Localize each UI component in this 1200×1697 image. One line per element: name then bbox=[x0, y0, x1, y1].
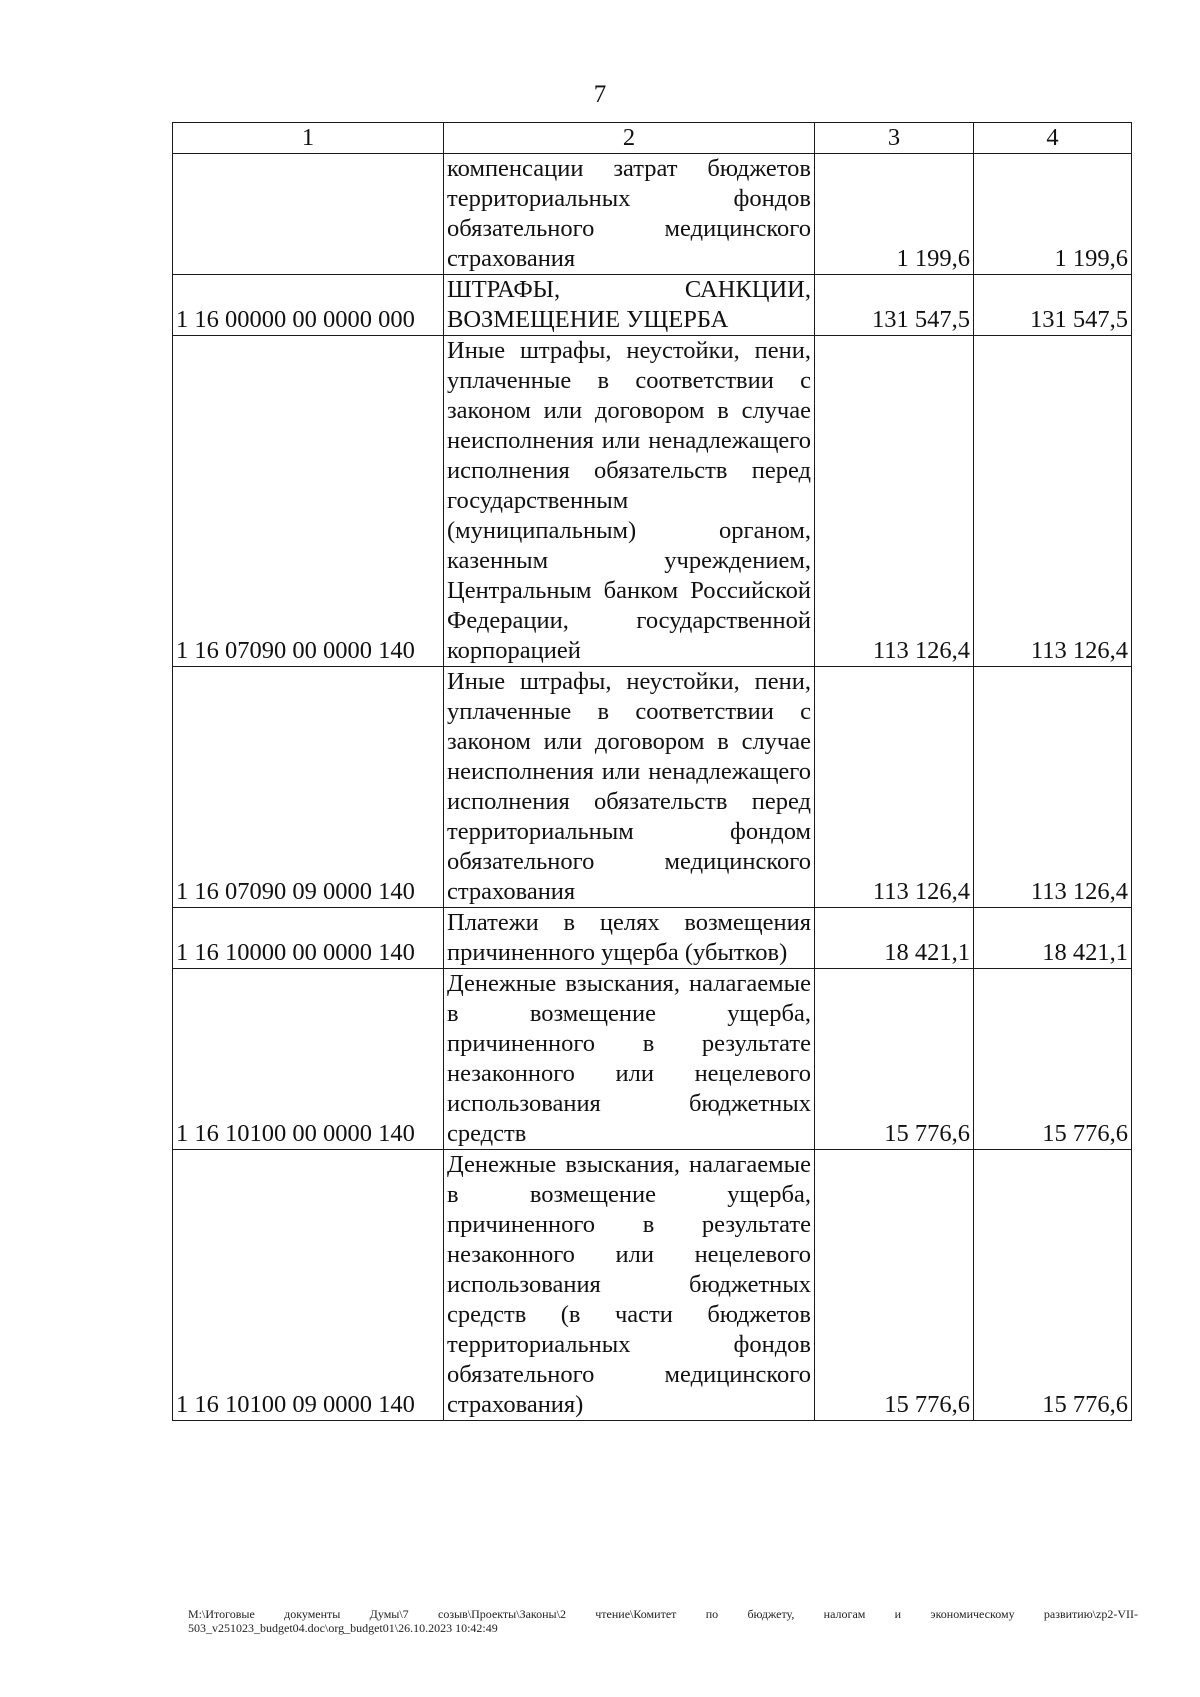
table-row bbox=[173, 275, 1132, 336]
budget-code-cell: 1 16 10100 09 0000 140 bbox=[173, 1150, 444, 1421]
document-path-footer: M:\Итоговые документы Думы\7 созыв\Проекты\Законы\2 чтение\Комитет по бюджету, налогам и экономическому развитию\zp2-VII-503_v251023_budget04.doc\org_budget01\26.10.2023 10:42:49 bbox=[188, 1607, 1138, 1635]
budget-code-cell: 1 16 10000 00 0000 140 bbox=[173, 908, 444, 969]
description-cell: Денежные взыскания, налагаемые в возмещение ущерба, причиненного в результате незаконного или нецелевого использования бюджетных средств (в части бюджетов территориальных фондов обязательного медицинского страхования) bbox=[444, 1150, 815, 1421]
amount-col4-cell: 15 776,6 bbox=[974, 969, 1132, 1150]
table-row bbox=[173, 154, 1132, 275]
amount-col3-cell: 15 776,6 bbox=[815, 1150, 974, 1421]
header-col-3: 3 bbox=[815, 123, 974, 154]
amount-col3-cell: 113 126,4 bbox=[815, 667, 974, 908]
amount-col3-cell: 113 126,4 bbox=[815, 336, 974, 667]
description-cell: Иные штрафы, неустойки, пени, уплаченные в соответствии с законом или договором в случае неисполнения или ненадлежащего исполнения обязательств перед территориальным фондом обязательного медицинского страхования bbox=[444, 667, 815, 908]
amount-col3-cell: 1 199,6 bbox=[815, 154, 974, 275]
amount-col4-cell: 113 126,4 bbox=[974, 667, 1132, 908]
amount-col4-cell: 15 776,6 bbox=[974, 1150, 1132, 1421]
amount-col4-cell: 18 421,1 bbox=[974, 908, 1132, 969]
description-cell: Иные штрафы, неустойки, пени, уплаченные в соответствии с законом или договором в случае неисполнения или ненадлежащего исполнения обязательств перед государственным (муниципальным) органом, казенным учреждением, Центральным банком Российской Федерации, государственной корпорацией bbox=[444, 336, 815, 667]
amount-col4-cell: 131 547,5 bbox=[974, 275, 1132, 336]
budget-code-cell: 1 16 00000 00 0000 000 bbox=[173, 275, 444, 336]
description-cell: ШТРАФЫ, САНКЦИИ, ВОЗМЕЩЕНИЕ УЩЕРБА bbox=[444, 275, 815, 336]
amount-col4-cell: 113 126,4 bbox=[974, 336, 1132, 667]
amount-col3-cell: 131 547,5 bbox=[815, 275, 974, 336]
table-header-row bbox=[173, 123, 1132, 154]
budget-code-cell: 1 16 10100 00 0000 140 bbox=[173, 969, 444, 1150]
budget-code-cell: 1 16 07090 09 0000 140 bbox=[173, 667, 444, 908]
amount-col3-cell: 15 776,6 bbox=[815, 969, 974, 1150]
description-cell: компенсации затрат бюджетов территориальных фондов обязательного медицинского страхования bbox=[444, 154, 815, 275]
page-number: 7 bbox=[593, 81, 607, 108]
amount-col4-cell: 1 199,6 bbox=[974, 154, 1132, 275]
description-cell: Денежные взыскания, налагаемые в возмещение ущерба, причиненного в результате незаконного или нецелевого использования бюджетных средств bbox=[444, 969, 815, 1150]
table-row bbox=[173, 969, 1132, 1150]
budget-table bbox=[172, 122, 1132, 1421]
header-col-2: 2 bbox=[444, 123, 815, 154]
table-row bbox=[173, 1150, 1132, 1421]
header-col-4: 4 bbox=[974, 123, 1132, 154]
header-col-1: 1 bbox=[173, 123, 444, 154]
description-cell: Платежи в целях возмещения причиненного ущерба (убытков) bbox=[444, 908, 815, 969]
table-row bbox=[173, 908, 1132, 969]
amount-col3-cell: 18 421,1 bbox=[815, 908, 974, 969]
budget-code-cell bbox=[173, 154, 444, 275]
budget-code-cell: 1 16 07090 00 0000 140 bbox=[173, 336, 444, 667]
table-row bbox=[173, 667, 1132, 908]
table-row bbox=[173, 336, 1132, 667]
